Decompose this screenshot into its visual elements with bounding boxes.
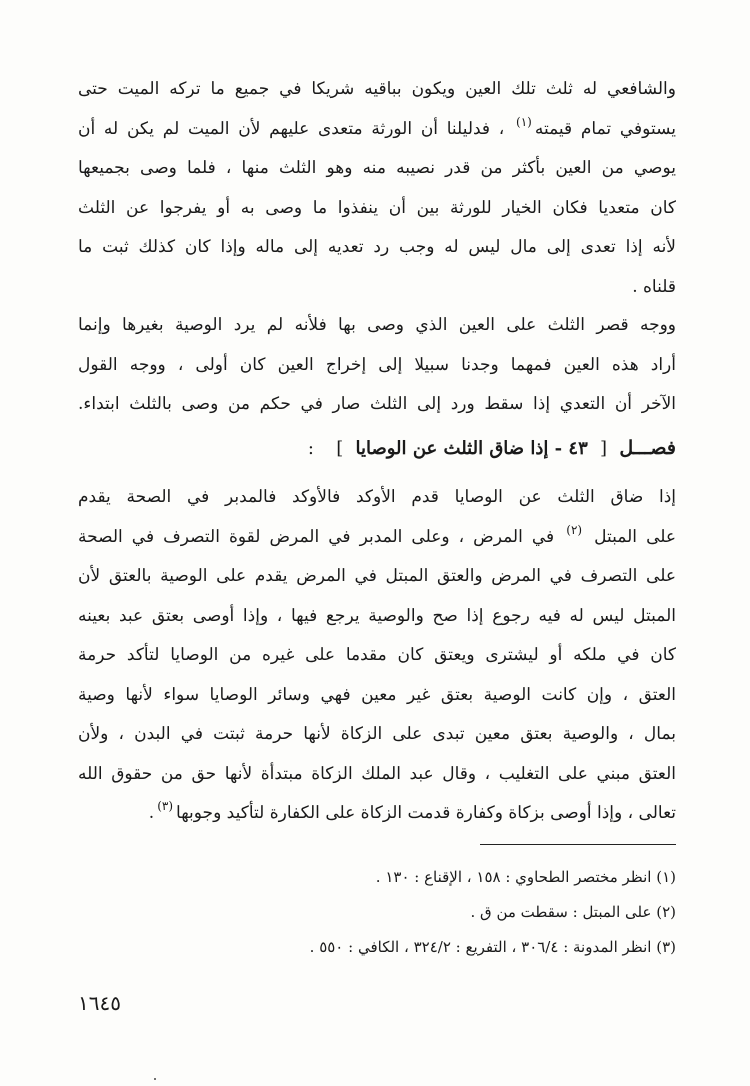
footnote-3: (٣) انظر المدونة : ٣٠٦/٤ ، التفريع : ٣٢٤/٢ ، الكافي : ٥٥٠ .	[309, 938, 676, 956]
line-text: على المبتل	[594, 526, 676, 547]
paragraph-line: كان في ملكه أو ليشترى ويعتق كان مقدما على غيره من الوصايا لتأكد حرمة	[78, 645, 676, 665]
paragraph-1	[78, 70, 676, 307]
footnote-1: (١) انظر مختصر الطحاوي : ١٥٨ ، الإقناع : ١٣٠ .	[375, 868, 676, 886]
footnote-2: (٢) على المبتل : سقطت من ق .	[470, 903, 676, 921]
heading-close-bracket: ]	[336, 438, 344, 459]
paragraph-line: والشافعي له ثلث تلك العين ويكون بباقيه شريكا في جميع ما تركه الميت حتى	[78, 79, 676, 99]
heading-number: ٤٣	[568, 438, 588, 459]
footnotes	[78, 860, 676, 965]
paragraph-line: أراد هذه العين فمهما وجدنا سبيلا إلى إخراج العين كان أولى ، ووجه القول	[78, 354, 676, 375]
line-text: في المرض ، وعلى المدبر في المرض لقوة التصرف في الصحة	[78, 526, 555, 547]
footnote-ref-3[interactable]: (٣)	[157, 799, 174, 813]
page-number: ١٦٤٥	[78, 991, 121, 1015]
paragraph-line: العتق مبني على التغليب ، وقال عبد الملك الزكاة مبتدأة لأنها حق من حقوق الله	[78, 763, 676, 784]
heading-colon: :	[307, 438, 314, 459]
paragraph-line	[78, 518, 676, 558]
heading-dash: -	[554, 438, 563, 459]
scan-speck	[154, 1078, 156, 1080]
heading-open-bracket: [	[600, 438, 608, 459]
line-text: .	[148, 803, 155, 823]
footnote-ref-1[interactable]: (١)	[516, 114, 532, 129]
paragraph-line: ووجه قصر الثلث على العين الذي وصى بها فلأنه لم يرد الوصية بغيرها وإنما	[78, 315, 676, 335]
paragraph-line: لأنه إذا تعدى إلى مال ليس له وجب رد تعديه إلى ماله وإذا كان كذلك ثبت ما	[78, 237, 676, 257]
paragraph-line: قلناه .	[632, 276, 676, 297]
line-text: ، فدليلنا أن الورثة متعدى عليهم لأن الميت لم يكن له أن	[78, 118, 505, 139]
paragraph-line: إذا ضاق الثلث عن الوصايا قدم الأوكد فالأوكد فالمدبر في الصحة يقدم	[78, 487, 676, 507]
paragraph-line: على التصرف في المرض والعتق المبتل في المرض يقدم على الوصية بالعتق لأن	[78, 566, 676, 586]
paragraph-2	[78, 306, 676, 425]
paragraph-line	[78, 110, 676, 150]
section-heading	[78, 428, 676, 469]
paragraph-3	[78, 478, 676, 834]
footnote-divider	[480, 844, 676, 845]
heading-title: إذا ضاق الثلث عن الوصايا	[355, 438, 549, 459]
paragraph-line	[78, 794, 676, 834]
paragraph-line: المبتل ليس له فيه رجوع إذا صح والوصية يرجع فيها ، وإذا أوصى بعتق عبد بعينه	[78, 605, 676, 626]
line-text: يستوفي تمام قيمته	[534, 118, 676, 139]
paragraph-line: كان متعديا فكان الخيار للورثة بين أن ينفذوا ما وصى به أو يفرجوا عن الثلث	[78, 197, 676, 218]
paragraph-line: بمال ، والوصية بعتق معين تبدى على الزكاة لأنها حرمة ثبتت في البدن ، ولأن	[78, 724, 676, 744]
paragraph-line: العتق ، وإن كانت الوصية بعتق غير معين فهي وسائر الوصايا سواء لأنها وصية	[78, 684, 676, 705]
paragraph-line: الآخر أن التعدي إذا سقط ورد إلى الثلث صار في حكم من وصى بالثلث ابتداء.	[78, 394, 676, 414]
footnote-ref-2[interactable]: (٢)	[566, 522, 583, 537]
line-text: تعالى ، وإذا أوصى بزكاة وكفارة قدمت الزكاة على الكفارة لتأكيد وجوبها	[176, 803, 676, 823]
paragraph-line: يوصي من العين بأكثر من قدر نصيبه منه وهو الثلث منها ، فلما وصى بجميعها	[78, 158, 676, 178]
heading-word: فصـــل	[619, 437, 676, 459]
